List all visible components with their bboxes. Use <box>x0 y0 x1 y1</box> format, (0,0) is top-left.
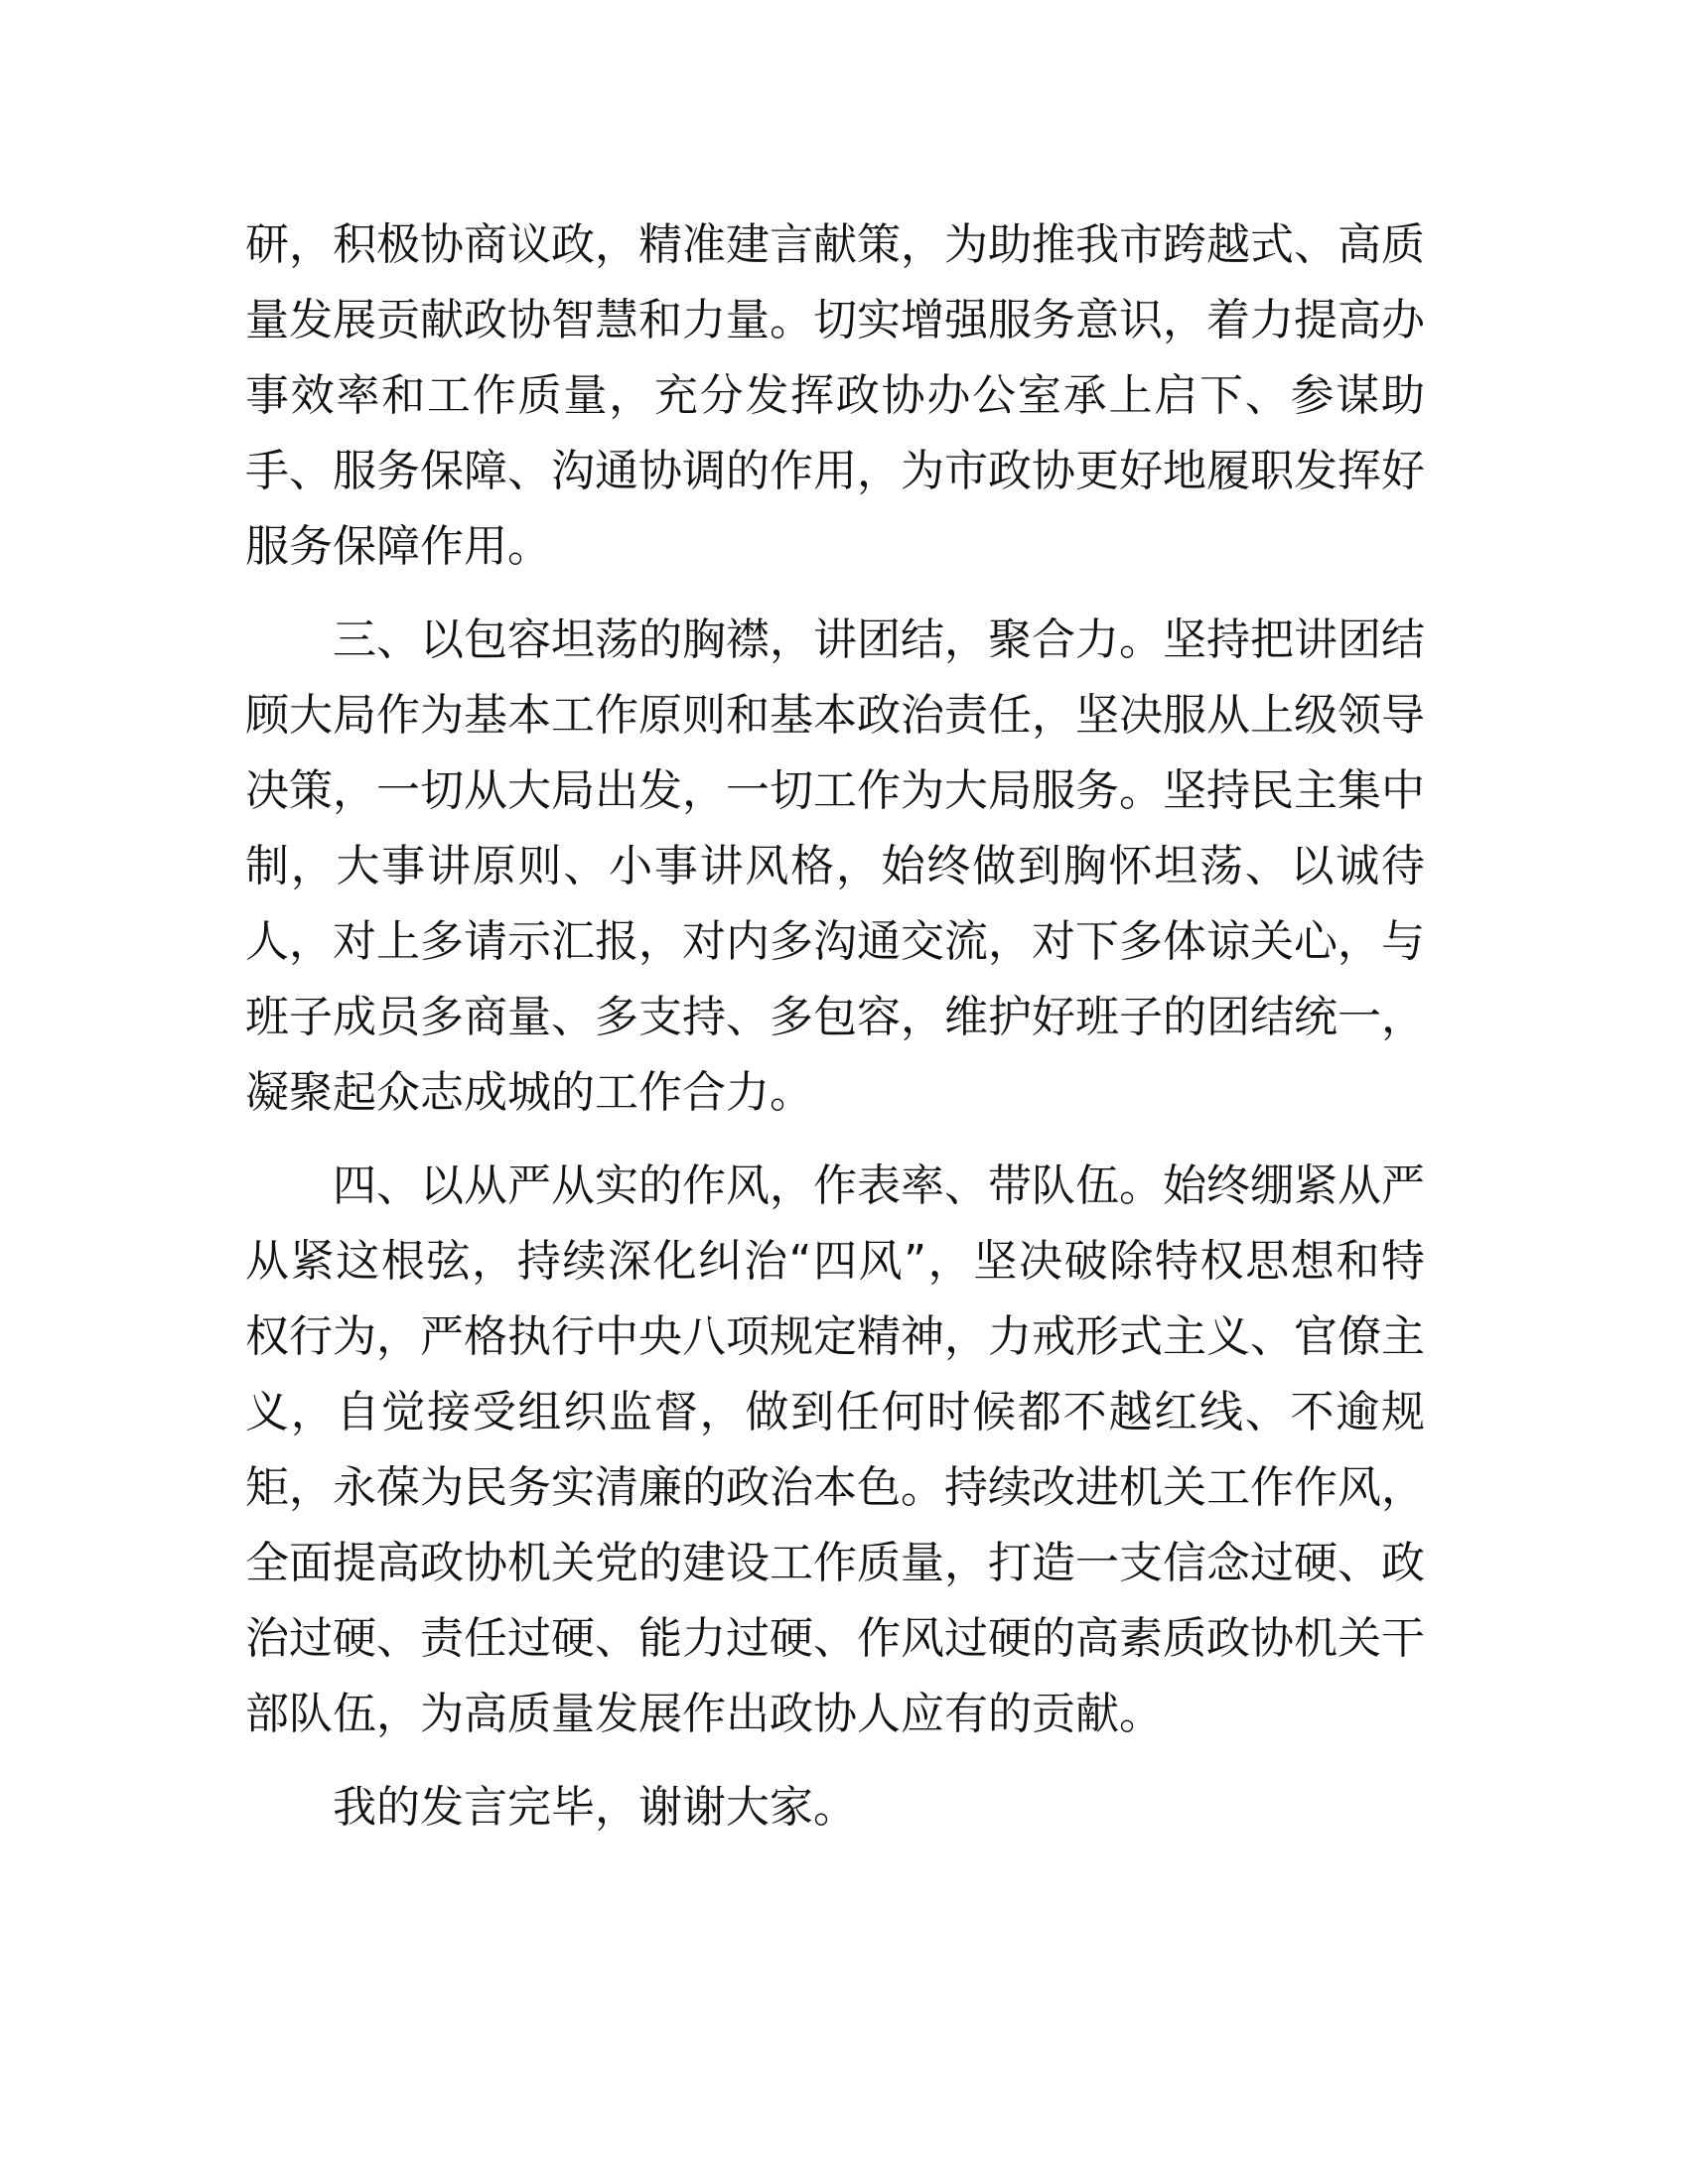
text-line: 顾大局作为基本工作原则和基本政治责任，坚决服从上级领导 <box>245 690 1425 741</box>
text-line: 义，自觉接受组织监督，做到任何时候都不越红线、不逾规 <box>245 1387 1425 1437</box>
document-page <box>245 207 1425 1863</box>
text-line: 手、服务保障、沟通协调的作用，为市政协更好地履职发挥好 <box>245 446 1425 496</box>
text-line: 制，大事讲原则、小事讲风格，始终做到胸怀坦荡、以诚待 <box>245 841 1425 891</box>
paragraph <box>245 603 1425 1131</box>
text-line: 人，对上多请示汇报，对内多沟通交流，对下多体谅关心，与 <box>245 916 1425 967</box>
text-line: 治过硬、责任过硬、能力过硬、作风过硬的高素质政协机关干 <box>245 1613 1425 1664</box>
text-line: 全面提高政协机关党的建设工作质量，打造一支信念过硬、政 <box>245 1538 1425 1588</box>
text-line: 凝聚起众志成城的工作合力。 <box>245 1067 813 1118</box>
paragraph <box>245 1149 1425 1752</box>
text-line: 研，积极协商议政，精准建言献策，为助推我市跨越式、高质 <box>245 219 1425 270</box>
text-line: 我的发言完毕，谢谢大家。 <box>245 1782 857 1833</box>
text-line: 权行为，严格执行中央八项规定精神，力戒形式主义、官僚主 <box>245 1311 1425 1362</box>
text-line: 矩，永葆为民务实清廉的政治本色。持续改进机关工作作风， <box>245 1462 1425 1513</box>
text-line: 服务保障作用。 <box>245 521 551 572</box>
paragraph <box>245 1770 1425 1845</box>
text-line: 三、以包容坦荡的胸襟，讲团结，聚合力。坚持把讲团结 <box>245 614 1425 665</box>
paragraph <box>245 207 1425 585</box>
text-line: 部队伍，为高质量发展作出政协人应有的贡献。 <box>245 1689 1163 1739</box>
text-line: 四、以从严从实的作风，作表率、带队伍。始终绷紧从严 <box>245 1160 1425 1211</box>
text-line: 决策，一切从大局出发，一切工作为大局服务。坚持民主集中 <box>245 765 1425 816</box>
text-line: 从紧这根弦，持续深化纠治“四风”，坚决破除特权思想和特 <box>245 1236 1425 1287</box>
text-line: 班子成员多商量、多支持、多包容，维护好班子的团结统一， <box>245 992 1425 1042</box>
text-line: 事效率和工作质量，充分发挥政协办公室承上启下、参谋助 <box>245 370 1425 421</box>
text-line: 量发展贡献政协智慧和力量。切实增强服务意识，着力提高办 <box>245 295 1425 345</box>
